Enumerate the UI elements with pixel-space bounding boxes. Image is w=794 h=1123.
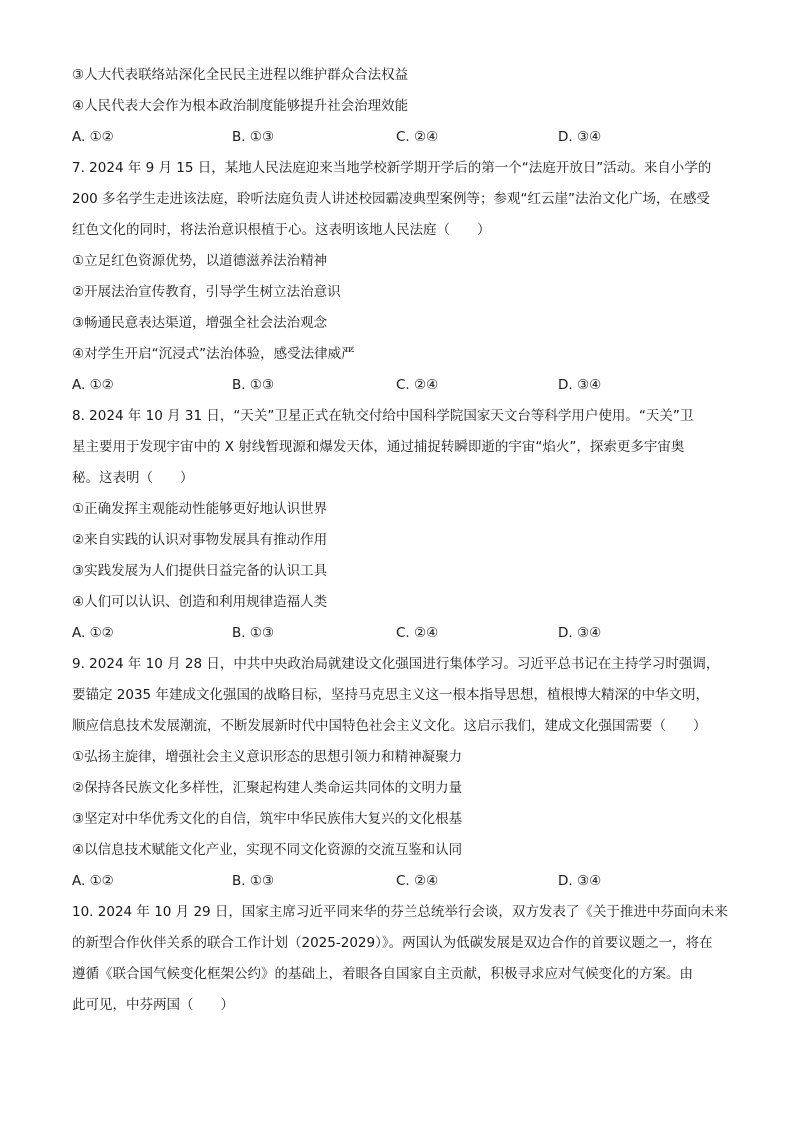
choice-item: ②开展法治宣传教育，引导学生树立法治意识 [72,284,341,300]
option-a[interactable]: A. ①② [72,377,114,393]
question-stem-line: 200 多名学生走进该法庭，聆听法庭负责人讲述校园霸凌典型案例等；参观“红云崖”法治文化广场，在感受 [72,191,711,207]
question-stem-line: 7. 2024 年 9 月 15 日，某地人民法庭迎来当地学校新学期开学后的第一个“法庭开放日”活动。来自小学的 [72,160,712,176]
question-stem-line: 遵循《联合国气候变化框架公约》的基础上，着眼各自国家自主贡献，积极寻求应对气候变化的方案。由 [72,966,693,982]
question-stem-line: 红色文化的同时，将法治意识根植于心。这表明该地人民法庭（ ） [72,222,491,238]
option-a[interactable]: A. ①② [72,625,114,641]
question-7 [72,153,722,401]
option-d[interactable]: D. ③④ [558,377,602,393]
option-c[interactable]: C. ②④ [396,625,439,641]
question-10 [72,897,728,1021]
question-stem-line: 顺应信息技术发展潮流，不断发展新时代中国特色社会主义文化。这启示我们，建成文化强国需要（ ） [72,718,707,734]
question-stem-line: 要锚定 2035 年建成文化强国的战略目标，坚持马克思主义这一根本指导思想，植根博大精深的中华文明， [72,687,709,703]
option-d[interactable]: D. ③④ [558,129,602,145]
option-c[interactable]: C. ②④ [396,377,439,393]
option-b[interactable]: B. ①③ [232,625,275,641]
choice-item: ④对学生开启“沉浸式”法治体验，感受法律威严 [72,346,355,362]
exam-page [72,60,728,1021]
answer-options [72,122,722,153]
answer-options [72,618,722,649]
question-stem-line: 9. 2024 年 10 月 28 日，中共中央政治局就建设文化强国进行集体学习。习近平总书记在主持学习时强调， [72,656,720,672]
question-stem-line: 8. 2024 年 10 月 31 日，“天关”卫星正式在轨交付给中国科学院国家天文台等科学用户使用。“天关”卫 [72,408,694,424]
option-b[interactable]: B. ①③ [232,873,275,889]
option-a[interactable]: A. ①② [72,873,114,889]
question-stem-line: 10. 2024 年 10 月 29 日，国家主席习近平同来华的芬兰总统举行会谈，双方发表了《关于推进中芬面向未来 [72,904,728,920]
choice-item: ④人们可以认识、创造和利用规律造福人类 [72,594,328,610]
question-8 [72,401,722,649]
question-9 [72,649,722,897]
choice-item: ③实践发展为人们提供日益完备的认识工具 [72,563,328,579]
choice-item: ②保持各民族文化多样性，汇聚起构建人类命运共同体的文明力量 [72,780,463,796]
choice-item: ②来自实践的认识对事物发展具有推动作用 [72,532,328,548]
question-stem-line: 的新型合作伙伴关系的联合工作计划（2025-2029）》。两国认为低碳发展是双边合作的首要议题之一，将在 [72,935,713,951]
choice-item: ④以信息技术赋能文化产业，实现不同文化资源的交流互鉴和认同 [72,842,463,858]
choice-item: ①正确发挥主观能动性能够更好地认识世界 [72,501,328,517]
choice-item: ③畅通民意表达渠道，增强全社会法治观念 [72,315,328,331]
option-c[interactable]: C. ②④ [396,873,439,889]
option-a[interactable]: A. ①② [72,129,114,145]
question-stem-line: 此可见，中芬两国（ ） [72,997,234,1013]
choice-item: ③人大代表联络站深化全民民主进程以维护群众合法权益 [72,67,409,83]
choice-item: ③坚定对中华优秀文化的自信，筑牢中华民族伟大复兴的文化根基 [72,811,463,827]
question-stem-line: 星主要用于发现宇宙中的 X 射线暂现源和爆发天体，通过捕捉转瞬即逝的宇宙“焰火”，探索更多宇宙奥 [72,439,685,455]
answer-options [72,370,722,401]
option-b[interactable]: B. ①③ [232,129,275,145]
option-d[interactable]: D. ③④ [558,625,602,641]
choice-item: ①立足红色资源优势，以道德滋养法治精神 [72,253,328,269]
option-d[interactable]: D. ③④ [558,873,602,889]
choice-item: ①弘扬主旋律，增强社会主义意识形态的思想引领力和精神凝聚力 [72,749,463,765]
answer-options [72,866,722,897]
choice-item: ④人民代表大会作为根本政治制度能够提升社会治理效能 [72,98,409,114]
option-c[interactable]: C. ②④ [396,129,439,145]
question-6-tail [72,60,722,153]
option-b[interactable]: B. ①③ [232,377,275,393]
question-stem-line: 秘。这表明（ ） [72,470,194,486]
